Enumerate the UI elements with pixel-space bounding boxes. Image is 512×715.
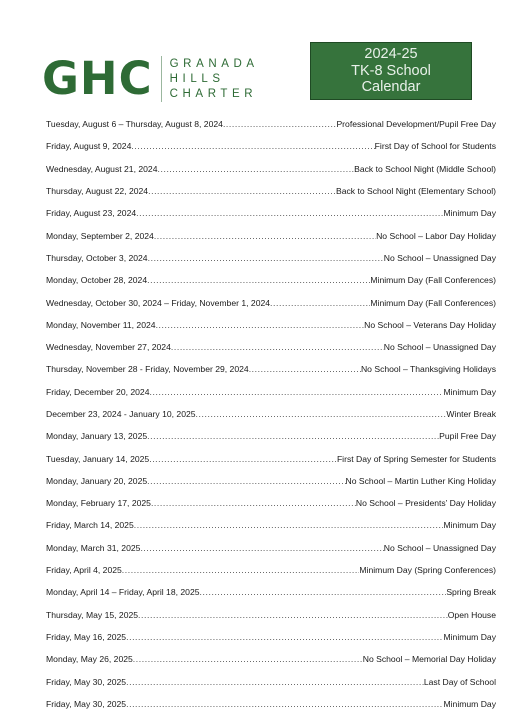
entry-event: Minimum Day bbox=[443, 520, 496, 531]
dot-leader bbox=[147, 275, 370, 285]
calendar-entry bbox=[46, 180, 496, 202]
calendar-entry bbox=[46, 135, 496, 157]
entry-date: Wednesday, October 30, 2024 – Friday, November 1, 2024 bbox=[46, 297, 271, 308]
calendar-entry bbox=[46, 202, 496, 224]
logo-divider bbox=[161, 56, 162, 102]
calendar-entry bbox=[46, 648, 496, 670]
entry-date: Monday, March 31, 2025 bbox=[46, 542, 141, 553]
dot-leader bbox=[270, 298, 370, 308]
logo-word-charter: CHARTER bbox=[169, 87, 258, 100]
entry-date: Friday, May 30, 2025 bbox=[46, 676, 127, 687]
calendar-entry bbox=[46, 581, 496, 603]
calendar-entry bbox=[46, 158, 496, 180]
entry-date: Monday, October 28, 2024 bbox=[46, 275, 148, 286]
entry-event: No School – Martin Luther King Holiday bbox=[345, 475, 496, 486]
calendar-entry bbox=[46, 381, 496, 403]
calendar-entry bbox=[46, 670, 496, 692]
entry-event: No School – Unassigned Day bbox=[383, 252, 496, 263]
dot-leader bbox=[196, 409, 447, 419]
entry-date: Friday, December 20, 2024 bbox=[46, 386, 150, 397]
entry-event: Minimum Day (Fall Conferences) bbox=[370, 297, 496, 308]
school-logo bbox=[42, 52, 259, 105]
page-header bbox=[0, 0, 512, 112]
logo-wordmark bbox=[170, 55, 259, 103]
entry-date: Wednesday, August 21, 2024 bbox=[46, 163, 158, 174]
dot-leader bbox=[171, 342, 384, 352]
entry-date: Thursday, August 22, 2024 bbox=[46, 186, 149, 197]
calendar-title-box bbox=[310, 42, 472, 100]
dot-leader bbox=[138, 610, 448, 620]
dot-leader bbox=[131, 141, 374, 151]
dot-leader bbox=[249, 364, 361, 374]
entry-date: Friday, May 16, 2025 bbox=[46, 631, 127, 642]
entry-event: No School – Memorial Day Holiday bbox=[362, 654, 496, 665]
entry-event: Minimum Day bbox=[443, 208, 496, 219]
dot-leader bbox=[126, 632, 443, 642]
title-line-year: 2024-25 bbox=[364, 46, 418, 63]
dot-leader bbox=[126, 699, 443, 709]
entry-event: Minimum Day bbox=[443, 386, 496, 397]
entry-event: No School – Labor Day Holiday bbox=[376, 230, 496, 241]
entry-date: Monday, May 26, 2025 bbox=[46, 654, 133, 665]
dot-leader bbox=[147, 476, 345, 486]
entry-event: Minimum Day (Spring Conferences) bbox=[359, 565, 496, 576]
dot-leader bbox=[148, 186, 336, 196]
entry-event: Winter Break bbox=[446, 409, 496, 419]
entry-event: Minimum Day bbox=[443, 631, 496, 642]
calendar-entry bbox=[46, 604, 496, 626]
dot-leader bbox=[223, 119, 337, 129]
entry-event: First Day of School for Students bbox=[374, 141, 496, 152]
entry-date: December 23, 2024 - January 10, 2025 bbox=[46, 409, 196, 419]
dot-leader bbox=[157, 164, 354, 174]
calendar-entry bbox=[46, 336, 496, 358]
calendar-entry bbox=[46, 514, 496, 536]
dot-leader bbox=[200, 587, 447, 597]
dot-leader bbox=[151, 498, 356, 508]
dot-leader bbox=[140, 543, 383, 553]
title-line-calendar: Calendar bbox=[361, 79, 421, 96]
dot-leader bbox=[147, 431, 439, 441]
dot-leader bbox=[136, 208, 443, 218]
entry-date: Monday, September 2, 2024 bbox=[46, 230, 154, 241]
entry-date: Friday, May 30, 2025 bbox=[46, 698, 127, 709]
entry-date: Friday, April 4, 2025 bbox=[46, 565, 122, 576]
entry-date: Friday, August 9, 2024 bbox=[46, 141, 132, 152]
entry-event: Pupil Free Day bbox=[439, 431, 496, 442]
entry-date: Thursday, October 3, 2024 bbox=[46, 252, 148, 263]
logo-monogram: GHC bbox=[42, 52, 153, 105]
dot-leader bbox=[156, 320, 365, 330]
calendar-entry bbox=[46, 492, 496, 514]
entry-date: Wednesday, November 27, 2024 bbox=[46, 342, 171, 353]
entry-date: Monday, February 17, 2025 bbox=[46, 498, 151, 509]
calendar-entries bbox=[46, 113, 496, 715]
entry-event: Last Day of School bbox=[423, 676, 496, 687]
entry-event: Open House bbox=[447, 609, 496, 620]
calendar-entry bbox=[46, 403, 496, 425]
calendar-entry bbox=[46, 247, 496, 269]
calendar-entry bbox=[46, 291, 496, 313]
entry-event: No School – Unassigned Day bbox=[383, 542, 496, 553]
dot-leader bbox=[126, 677, 424, 687]
calendar-entry bbox=[46, 113, 496, 135]
entry-date: Thursday, November 28 - Friday, November 29, 2024 bbox=[46, 364, 249, 375]
calendar-entry bbox=[46, 447, 496, 469]
entry-event: Minimum Day bbox=[443, 698, 496, 709]
dot-leader bbox=[134, 520, 444, 530]
entry-date: Monday, April 14 – Friday, April 18, 2025 bbox=[46, 587, 200, 598]
calendar-entry bbox=[46, 358, 496, 380]
dot-leader bbox=[154, 231, 376, 241]
entry-date: Monday, November 11, 2024 bbox=[46, 319, 156, 330]
calendar-entry bbox=[46, 269, 496, 291]
entry-event: Professional Development/Pupil Free Day bbox=[336, 119, 496, 130]
entry-event: No School – Veterans Day Holiday bbox=[364, 319, 496, 330]
entry-event: No School – Thanksgiving Holidays bbox=[360, 364, 496, 375]
entry-event: No School – Unassigned Day bbox=[383, 342, 496, 353]
calendar-entry bbox=[46, 224, 496, 246]
entry-event: Back to School Night (Middle School) bbox=[354, 163, 496, 174]
calendar-entry bbox=[46, 693, 496, 715]
entry-event: Minimum Day (Fall Conferences) bbox=[370, 275, 496, 286]
entry-event: Back to School Night (Elementary School) bbox=[335, 186, 496, 197]
entry-event: First Day of Spring Semester for Students bbox=[336, 453, 496, 464]
entry-date: Monday, January 20, 2025 bbox=[46, 475, 148, 486]
logo-word-hills: HILLS bbox=[169, 72, 225, 85]
calendar-entry bbox=[46, 425, 496, 447]
entry-date: Monday, January 13, 2025 bbox=[46, 431, 148, 442]
dot-leader bbox=[122, 565, 360, 575]
calendar-entry bbox=[46, 314, 496, 336]
entry-event: Spring Break bbox=[446, 587, 496, 598]
calendar-entry bbox=[46, 470, 496, 492]
dot-leader bbox=[149, 454, 337, 464]
entry-date: Tuesday, January 14, 2025 bbox=[46, 453, 150, 464]
calendar-entry bbox=[46, 537, 496, 559]
logo-word-granada: GRANADA bbox=[169, 57, 259, 70]
entry-date: Thursday, May 15, 2025 bbox=[46, 609, 139, 620]
title-line-grades: TK-8 School bbox=[351, 62, 431, 79]
entry-date: Tuesday, August 6 – Thursday, August 8, 2024 bbox=[46, 119, 223, 130]
calendar-entry bbox=[46, 626, 496, 648]
entry-date: Friday, March 14, 2025 bbox=[46, 520, 134, 531]
dot-leader bbox=[148, 253, 384, 263]
calendar-entry bbox=[46, 559, 496, 581]
entry-date: Friday, August 23, 2024 bbox=[46, 208, 137, 219]
entry-event: No School – Presidents’ Day Holiday bbox=[355, 498, 496, 509]
dot-leader bbox=[150, 387, 444, 397]
